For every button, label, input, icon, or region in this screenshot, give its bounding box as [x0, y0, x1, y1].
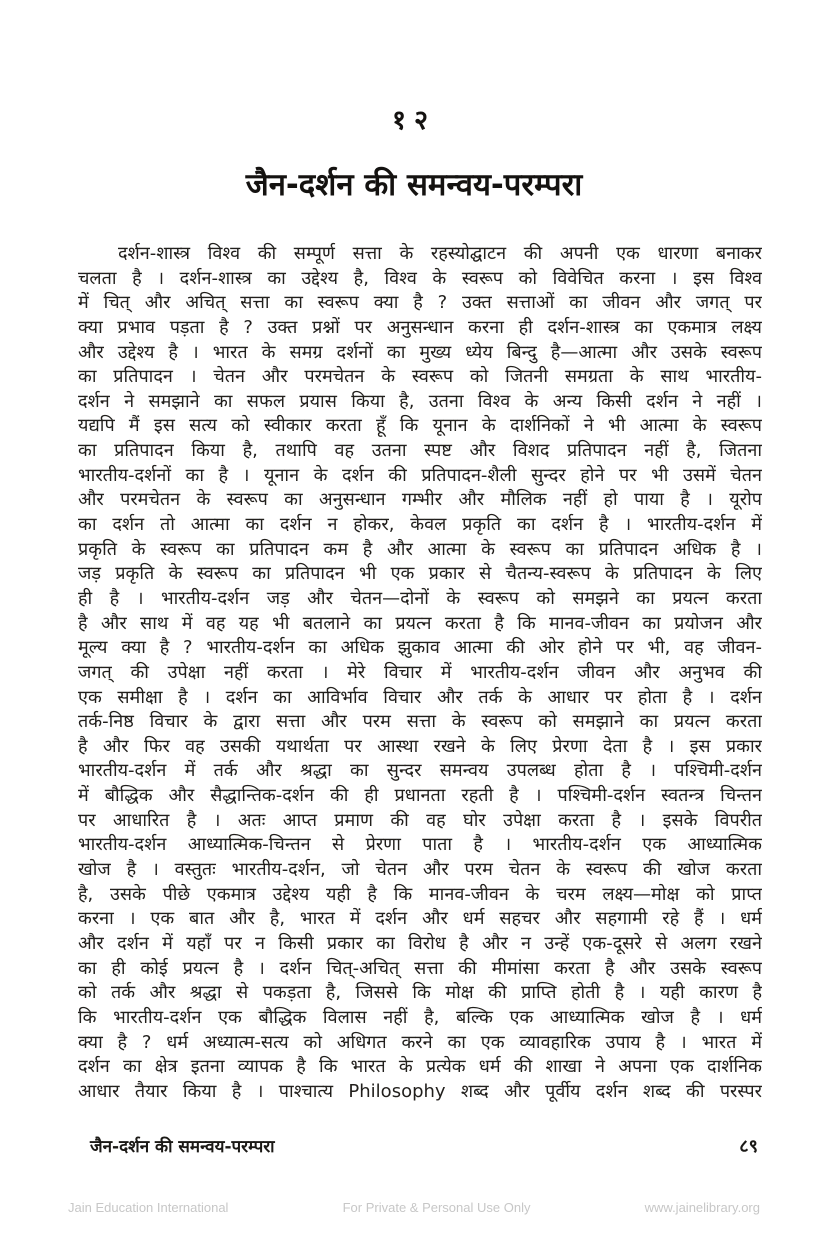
- body-line: और उद्देश्य है । भारत के समग्र दर्शनों का मुख्य ध्येय बिन्दु है—आत्मा और उसके स्वरूप: [78, 341, 762, 363]
- body-line: जड़ प्रकृति के स्वरूप का प्रतिपादन भी एक प्रकार से चैतन्य-स्वरूप के प्रतिपादन के लिए: [78, 563, 762, 585]
- body-line: करना । एक बात और है, भारत में दर्शन और धर्म सहचर और सहगामी रहे हैं । धर्म: [78, 908, 762, 930]
- watermark-center: For Private & Personal Use Only: [342, 1200, 531, 1215]
- footer-running-title: जैन-दर्शन की समन्वय-परम्परा: [90, 1137, 275, 1157]
- body-line: को तर्क और श्रद्धा से पकड़ता है, जिससे कि मोक्ष की प्राप्ति होती है । यही कारण है: [78, 982, 762, 1004]
- body-line: भारतीय-दर्शन आध्यात्मिक-चिन्तन से प्रेरणा पाता है । भारतीय-दर्शन एक आध्यात्मिक: [78, 834, 762, 856]
- body-line: है और फिर वह उसकी यथार्थता पर आस्था रखने के लिए प्रेरणा देता है । इस प्रकार: [78, 735, 762, 757]
- body-line: है, उसके पीछे एकमात्र उद्देश्य यही है कि मानव-जीवन के चरम लक्ष्य—मोक्ष को प्राप्त: [78, 883, 762, 905]
- body-line: क्या प्रभाव पड़ता है ? उक्त प्रश्नों पर अनुसन्धान करना ही दर्शन-शास्त्र का एकमात्र लक्ष्य: [78, 316, 762, 338]
- body-line: पर आधारित है । अतः आप्त प्रमाण की वह घोर उपेक्षा करता है । इसके विपरीत: [78, 809, 762, 831]
- body-line: कि भारतीय-दर्शन एक बौद्धिक विलास नहीं है, बल्कि एक आध्यात्मिक खोज है । धर्म: [78, 1006, 762, 1028]
- body-line: में चित् और अचित् सत्ता का स्वरूप क्या है ? उक्त सत्ताओं का जीवन और जगत् पर: [78, 292, 762, 314]
- footer-page-number: ८९: [739, 1136, 758, 1157]
- body-line: दर्शन का क्षेत्र इतना व्यापक है कि भारत के प्रत्येक धर्म की शाखा ने अपना एक दार्शनिक: [78, 1056, 762, 1078]
- page-title: जैन-दर्शन की समन्वय-परम्परा: [245, 167, 583, 203]
- body-line: में बौद्धिक और सैद्धान्तिक-दर्शन की ही प्रधानता रहती है । पश्चिमी-दर्शन स्वतन्त्र चिन्तन: [78, 785, 762, 807]
- body-line: दर्शन-शास्त्र विश्व की सम्पूर्ण सत्ता के रहस्योद्घाटन की अपनी एक धारणा बनाकर: [118, 243, 762, 264]
- bottom-watermark-bar: [68, 1200, 760, 1215]
- body-line: है और साथ में वह यह भी बतलाने का प्रयत्न करता है कि मानव-जीवन का प्रयोजन और: [78, 612, 762, 634]
- body-line: दर्शन ने समझाने का सफल प्रयास किया है, उतना विश्व के अन्य किसी दर्शन ने नहीं ।: [78, 390, 762, 412]
- body-line: भारतीय-दर्शनों का है । यूनान के दर्शन की प्रतिपादन-शैली सुन्दर होने पर भी उसमें चेतन: [78, 464, 762, 486]
- body-line: का प्रतिपादन । चेतन और परमचेतन के स्वरूप को जितनी समग्रता के साथ भारतीय-: [78, 366, 762, 388]
- body-line: का ही कोई प्रयत्न है । दर्शन चित्-अचित् सत्ता की मीमांसा करता है और उसके स्वरूप: [78, 957, 762, 979]
- body-line: प्रकृति के स्वरूप का प्रतिपादन कम है और आत्मा के स्वरूप का प्रतिपादन अधिक है ।: [78, 538, 762, 560]
- body-line: तर्क-निष्ठ विचार के द्वारा सत्ता और परम सत्ता के स्वरूप को समझाने का प्रयत्न करता: [78, 711, 762, 733]
- body-line: ही है । भारतीय-दर्शन जड़ और चेतन—दोनों के स्वरूप को समझने का प्रयत्न करता: [78, 587, 762, 609]
- chapter-number: १२: [391, 105, 437, 136]
- watermark-right: www.jainelibrary.org: [644, 1200, 760, 1215]
- body-line: भारतीय-दर्शन में तर्क और श्रद्धा का सुन्दर समन्वय उपलब्ध होता है । पश्चिमी-दर्शन: [78, 760, 762, 782]
- body-line: और दर्शन में यहाँ पर न किसी प्रकार का विरोध है और न उन्हें एक-दूसरे से अलग रखने: [78, 932, 762, 954]
- footer-row: [90, 1134, 758, 1158]
- body-text: [78, 242, 762, 1104]
- body-line: और परमचेतन के स्वरूप का अनुसन्धान गम्भीर और मौलिक नहीं हो पाया है । यूरोप: [78, 489, 762, 511]
- body-line: क्या है ? धर्म अध्यात्म-सत्य को अधिगत करने का एक व्यावहारिक उपाय है । भारत में: [78, 1031, 762, 1053]
- body-line: यद्यपि मैं इस सत्य को स्वीकार करता हूँ कि यूनान के दार्शनिकों ने भी आत्मा के स्वरूप: [78, 415, 762, 437]
- body-line: एक समीक्षा है । दर्शन का आविर्भाव विचार और तर्क के आधार पर होता है । दर्शन: [78, 686, 762, 708]
- body-line: खोज है । वस्तुतः भारतीय-दर्शन, जो चेतन और परम चेतन के स्वरूप की खोज करता: [78, 859, 762, 881]
- body-line: का दर्शन तो आत्मा का दर्शन न होकर, केवल प्रकृति का दर्शन है । भारतीय-दर्शन में: [78, 514, 762, 536]
- watermark-left: Jain Education International: [68, 1200, 229, 1215]
- body-line: का प्रतिपादन किया है, तथापि वह उतना स्पष्ट और विशद प्रतिपादन नहीं है, जितना: [78, 440, 762, 462]
- body-line: चलता है । दर्शन-शास्त्र का उद्देश्य है, विश्व के स्वरूप को विवेचित करना । इस विश्व: [78, 267, 762, 289]
- body-line: मूल्य क्या है ? भारतीय-दर्शन का अधिक झुकाव आत्मा की ओर होने पर भी, वह जीवन-: [78, 637, 762, 659]
- body-line: आधार तैयार किया है । पाश्चात्य Philosophy शब्द और पूर्वीय दर्शन शब्द की परस्पर: [78, 1080, 762, 1102]
- body-line: जगत् की उपेक्षा नहीं करता । मेरे विचार में भारतीय-दर्शन जीवन और अनुभव की: [78, 661, 762, 683]
